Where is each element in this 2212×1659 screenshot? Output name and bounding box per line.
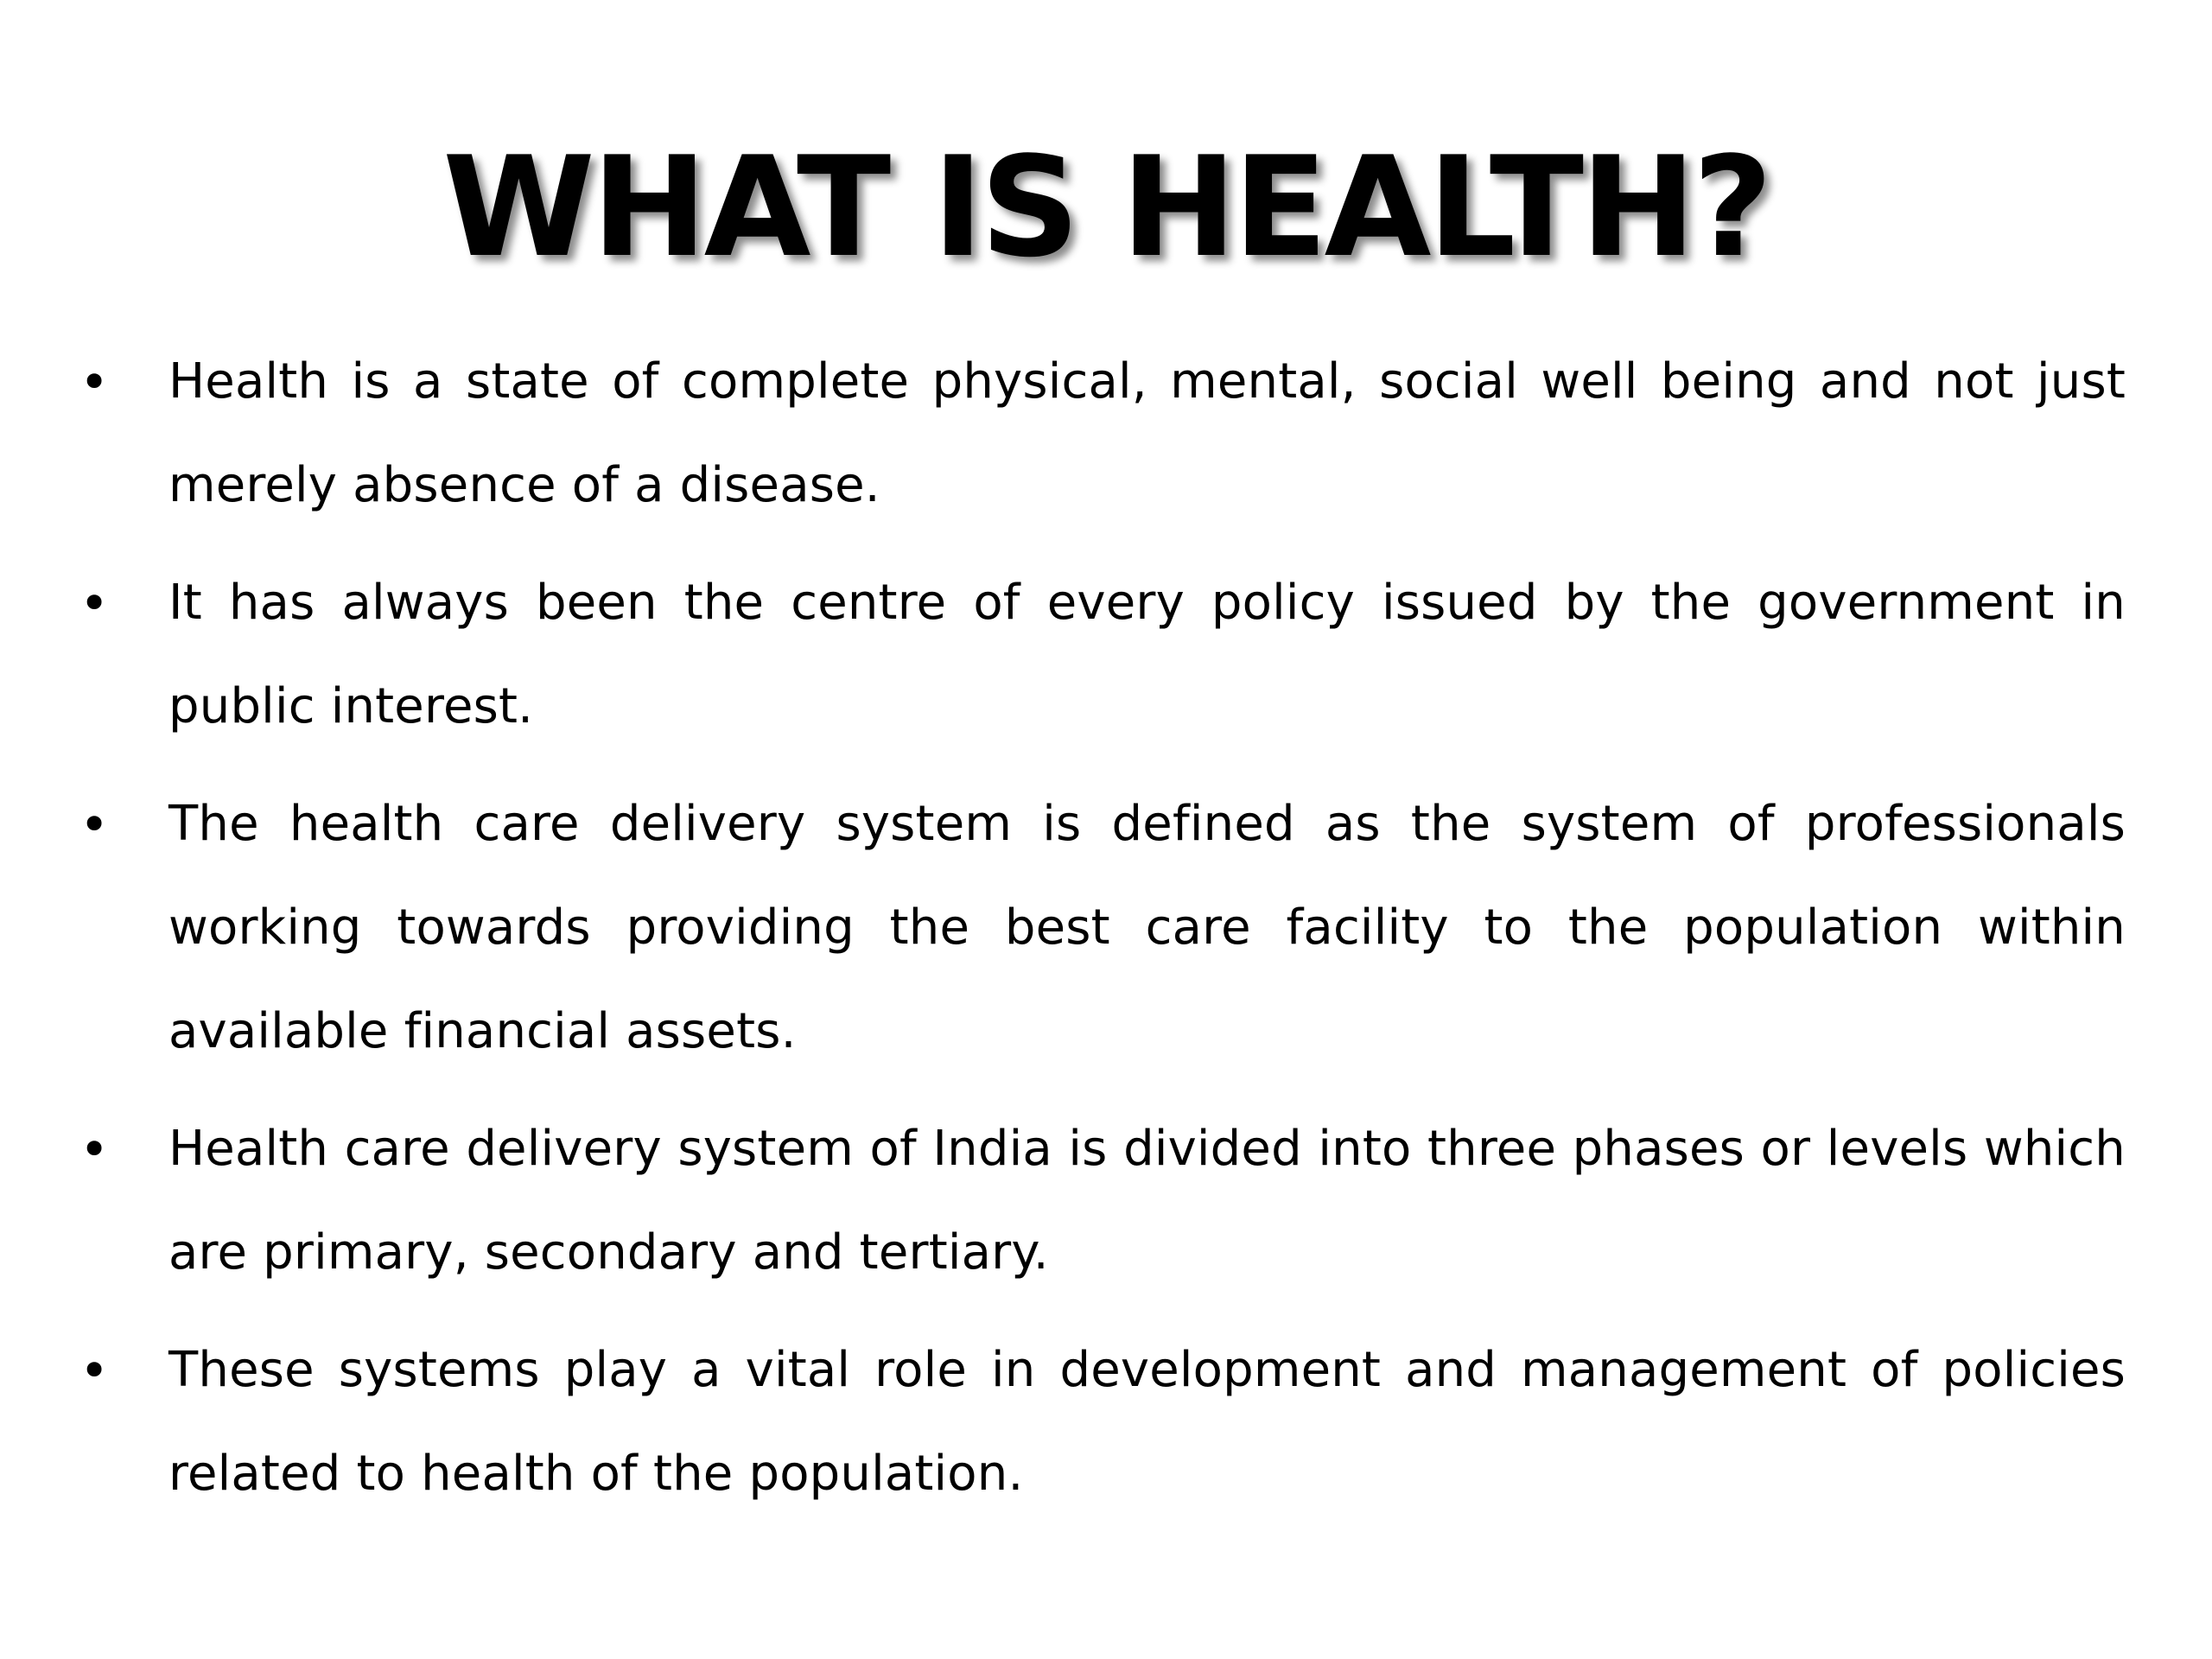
bullet-item bbox=[0, 1097, 2212, 1305]
bullet-item bbox=[0, 1319, 2212, 1526]
bullet-item bbox=[0, 772, 2212, 1084]
bullet-text: These systems play a vital role in development and management of policies related to health of the population. bbox=[168, 1342, 2126, 1502]
bullet-marker: • bbox=[79, 1341, 110, 1400]
bullet-marker: • bbox=[79, 353, 110, 411]
bullet-marker: • bbox=[79, 574, 110, 632]
bullet-marker: • bbox=[79, 1120, 110, 1179]
bullet-text: Health is a state of complete physical, mental, social well being and not just merely absence of a disease. bbox=[168, 353, 2126, 513]
slide-title: WHAT IS HEALTH? bbox=[442, 126, 1770, 288]
bullet-text: Health care delivery system of India is divided into three phases or levels which are primary, secondary and tertiary. bbox=[168, 1121, 2126, 1281]
bullet-marker: • bbox=[79, 795, 110, 854]
bullet-text: The health care delivery system is defined as the system of professionals working towards providing the best care facility to the population within available financial assets. bbox=[168, 796, 2126, 1059]
bullet-item bbox=[0, 551, 2212, 759]
bullet-list bbox=[0, 330, 2212, 1540]
bullet-text: It has always been the centre of every policy issued by the government in public interest. bbox=[168, 575, 2126, 734]
bullet-item bbox=[0, 330, 2212, 537]
